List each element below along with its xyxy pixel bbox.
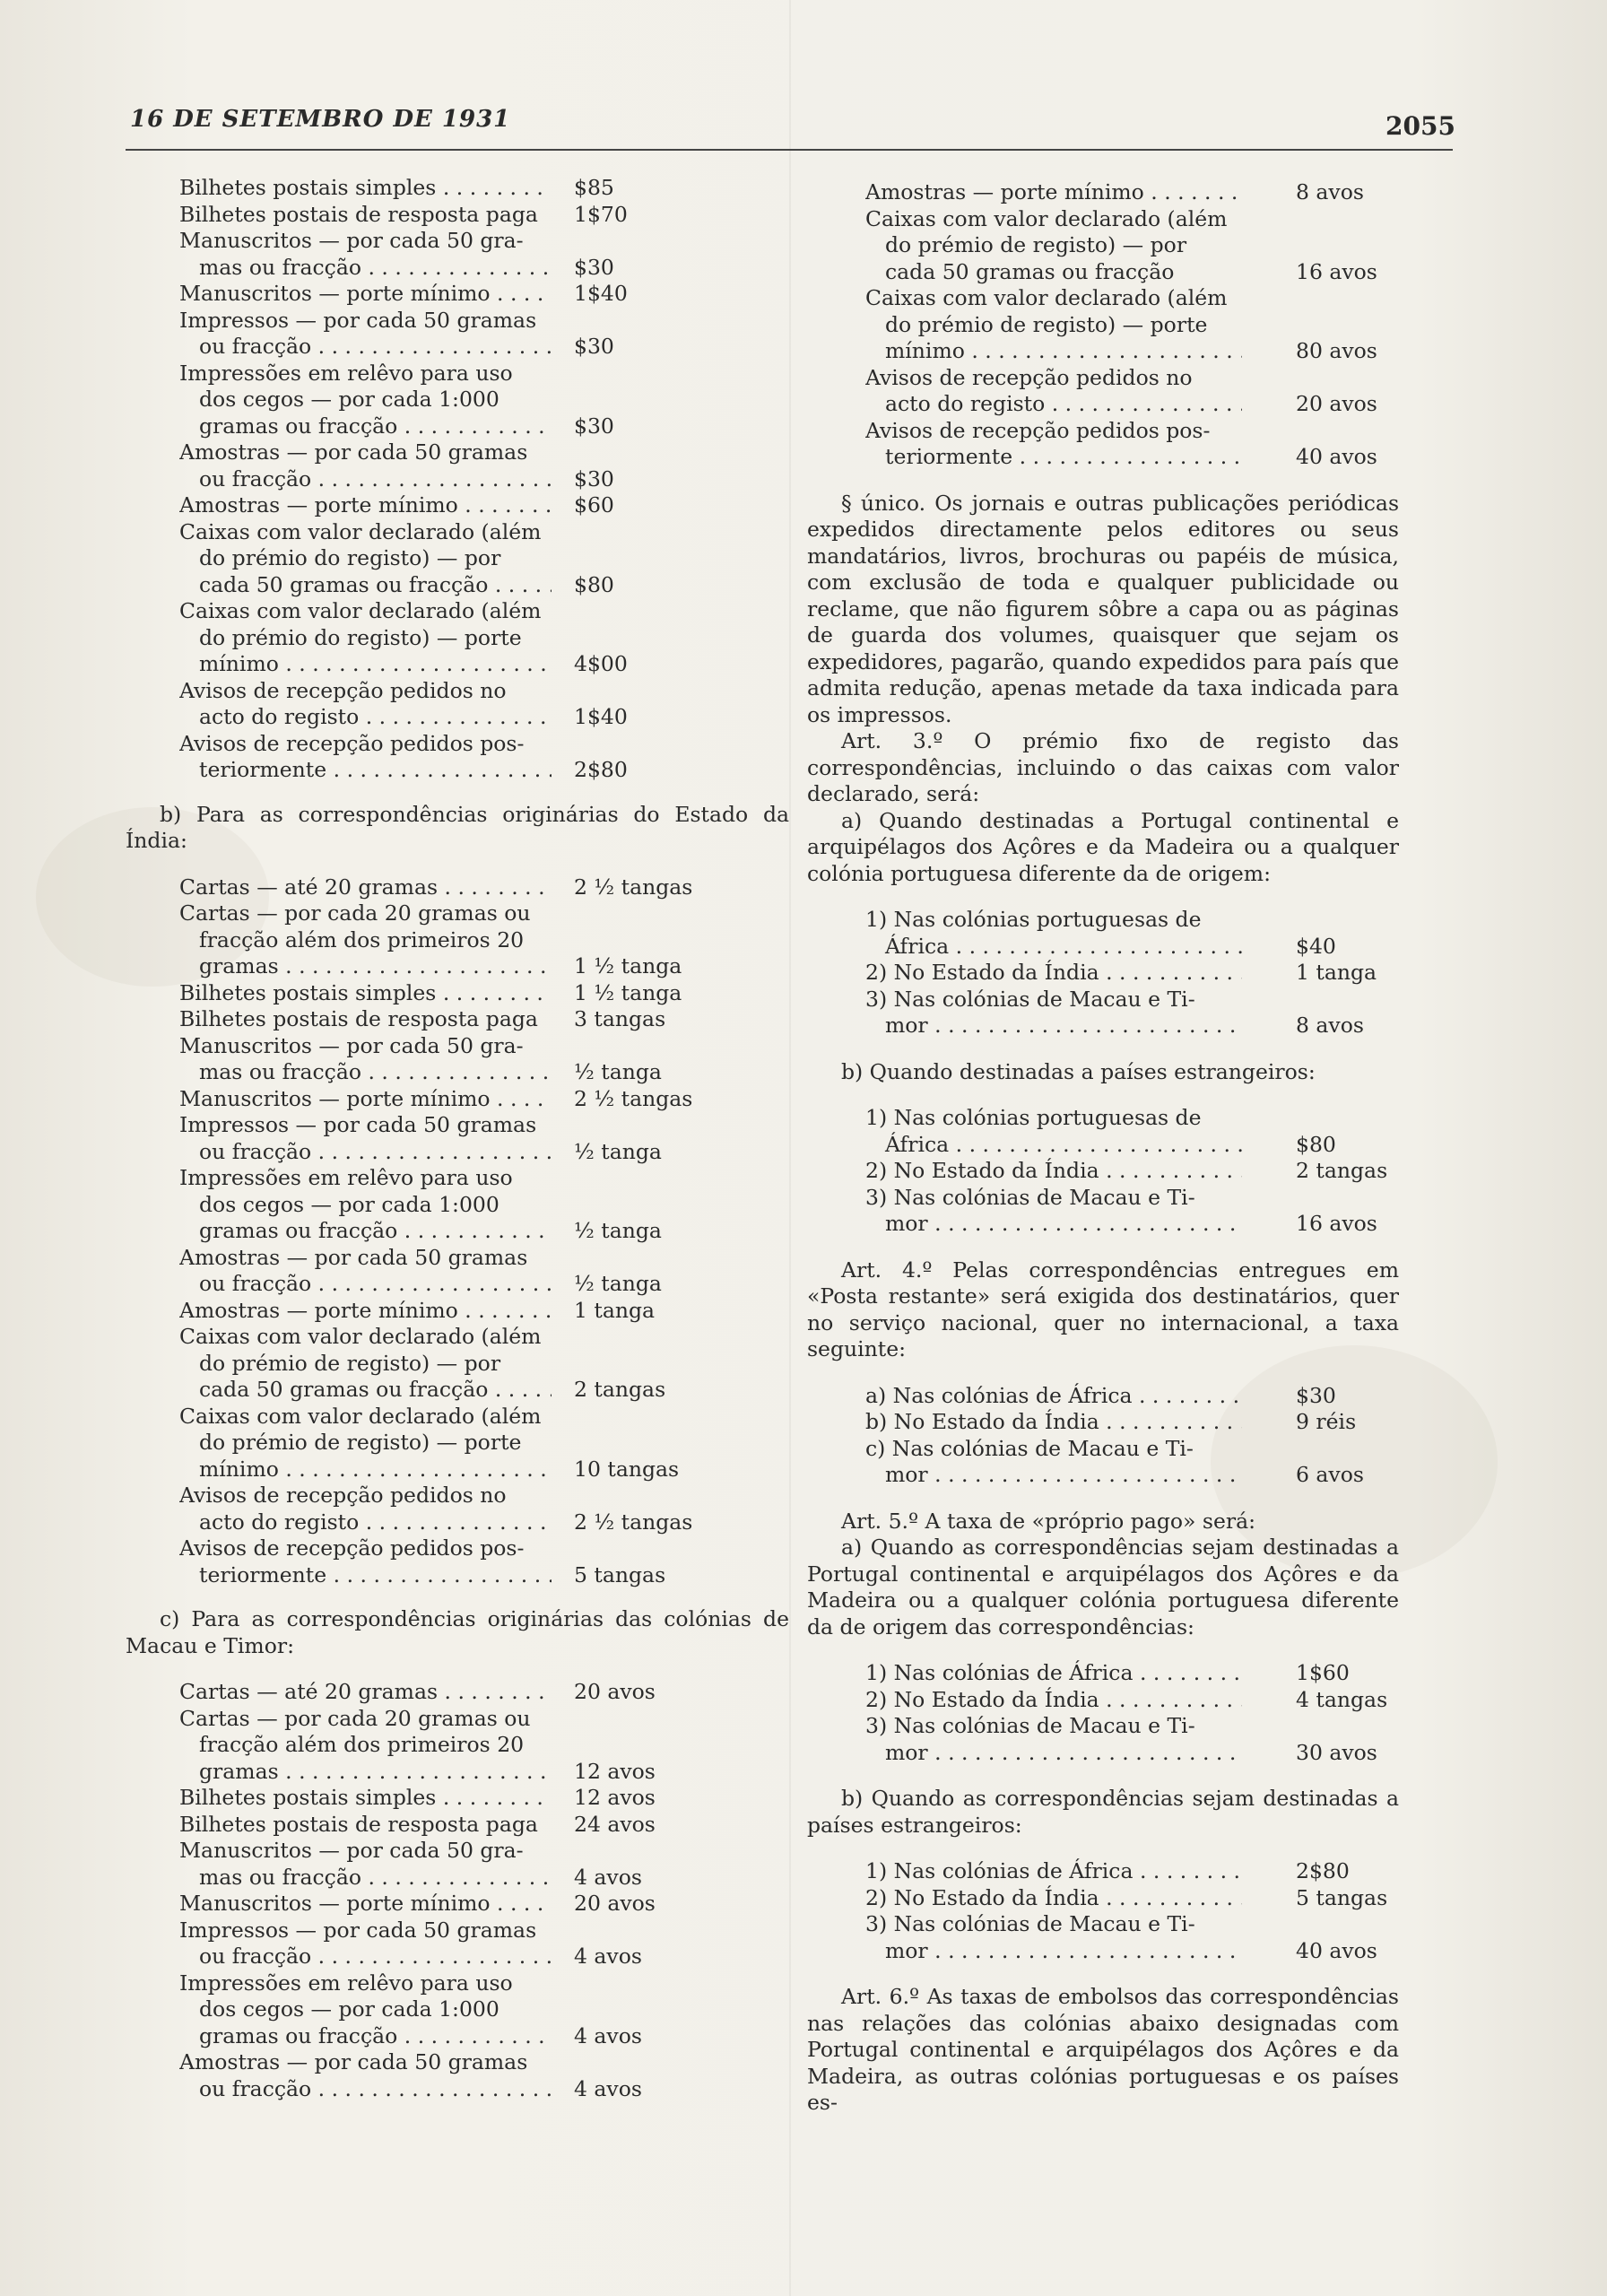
tariff-label [179,2049,552,2102]
tariff-row [179,1891,771,1918]
tariff-label-line: Manuscritos — por cada 50 gra- [179,1032,524,1058]
tariff-row [865,987,1457,1039]
tariff-value: 16 avos [1296,258,1377,284]
tariff-row [179,308,771,361]
tariff-label-line: Caixas com valor declarado (além [865,205,1228,231]
tariff-value: 4 avos [574,1864,642,1890]
tariff-value: $80 [574,571,614,597]
article-6: Art. 6.º As taxas de embolsos das correspondências nas relações das colónias abaixo designadas com Portugal continental e arquipélagos dos Açôres e da Madeira, as outras colónias portuguesas e os países es- [807,1984,1399,2115]
tariff-label-line: 1) Nas colónias portuguesas de [865,907,1202,932]
tariff-row [865,1687,1457,1714]
tariff-label-line: a) Nas colónias de África . . . [865,1383,1242,1410]
tariff-label-line: Caixas com valor declarado (além [179,1324,542,1349]
tariff-value: 4 avos [574,2075,642,2101]
tariff-label-line: mínimo . . . [865,338,1242,365]
page-number: 2055 [1385,111,1455,141]
tariff-label-line: do prémio do registo) — por [199,545,501,570]
tariff-row [179,519,771,599]
registration-fees-b [865,1105,1457,1238]
tariff-label-line: 1) Nas colónias de África . . . [865,1858,1242,1885]
tariff-row [865,1409,1457,1436]
tariff-table-c [179,1679,771,2102]
tariff-label-line: Impressos — por cada 50 gramas [179,1917,537,1943]
tariff-row [179,175,771,202]
header-rule [126,149,1453,151]
tariff-value: ½ tanga [574,1218,662,1243]
tariff-row [865,907,1457,960]
tariff-label [865,1660,1242,1687]
tariff-label-line: 2) No Estado da Índia . . . [865,960,1242,987]
tariff-label [865,960,1242,987]
tariff-value: $85 [574,175,614,200]
tariff-value: 4 avos [574,2022,642,2048]
tariff-label-line: Bilhetes postais simples . . . [179,175,552,202]
tariff-label-line: Manuscritos — porte mínimo . . . [179,1891,552,1918]
paragraph-unico: § único. Os jornais e outras publicações periódicas expedidos directamente pelos editores ou seus mandatários, livros, brochuras ou papéis de música, com exclusão de toda e qualquer publicidade ou reclame, que não figurem sôbre a capa ou as páginas de guarda dos volumes, quaisquer que sejam os expedidores, pagarão, quando expedidos para país que admita redução, apenas metade da taxa indicada para os impressos. [807,490,1399,727]
tariff-value: 2 tangas [574,1377,666,1402]
tariff-value: 3 tangas [574,1006,666,1031]
tariff-label [865,1687,1242,1714]
tariff-row [865,1713,1457,1766]
tariff-label-line: 3) Nas colónias de Macau e Ti- [865,1911,1195,1936]
tariff-label-line: mas ou fracção . . . [179,255,552,282]
tariff-label-line: mor . . . [865,1938,1242,1965]
tariff-label-line: 3) Nas colónias de Macau e Ti- [865,1184,1195,1210]
tariff-value: 24 avos [574,1811,656,1837]
tariff-value: 10 tangas [574,1456,680,1482]
tariff-label-line: Bilhetes postais de resposta paga [179,201,538,227]
tariff-label-line: Avisos de recepção pedidos pos- [865,417,1211,443]
tariff-label [865,365,1242,418]
tariff-value: 2$80 [574,757,628,782]
tariff-label [179,1324,552,1404]
tariff-label [179,228,552,281]
tariff-row [865,206,1457,286]
tariff-row [179,281,771,308]
tariff-label [179,980,552,1007]
tariff-row [865,1185,1457,1238]
tariff-label [179,361,552,440]
article-5-b: b) Quando as correspondências sejam destinadas a países estrangeiros: [807,1786,1399,1838]
tariff-label [179,1298,552,1325]
tariff-label [179,1245,552,1298]
section-c-heading: c) Para as correspondências originárias das colónias de Macau e Timor: [126,1606,789,1658]
tariff-label-line: cada 50 gramas ou fracção . . . [179,572,552,599]
tariff-label-line: 1) Nas colónias portuguesas de [865,1105,1202,1130]
tariff-label-line: Avisos de recepção pedidos no [179,677,507,703]
tariff-value: 1 ½ tanga [574,979,682,1005]
tariff-label-line: Caixas com valor declarado (além [179,518,542,544]
express-fees-a [865,1660,1457,1766]
tariff-label-line: Manuscritos — por cada 50 gra- [179,228,524,253]
tariff-value: 1$40 [574,704,628,729]
tariff-value: 5 tangas [1296,1884,1388,1910]
tariff-value: 5 tangas [574,1561,666,1587]
tariff-label-line: Impressos — por cada 50 gramas [179,307,537,333]
tariff-row [179,1785,771,1812]
article-3-a: a) Quando destinadas a Portugal continental e arquipélagos dos Açôres e da Madeira ou a qualquer colónia portuguesa diferente da de origem: [807,807,1399,886]
tariff-label [865,987,1242,1039]
tariff-label [179,308,552,361]
tariff-label-line: do prémio de registo) — porte [199,1430,522,1455]
tariff-label-line: mor . . . [865,1013,1242,1039]
tariff-label-line: fracção além dos primeiros 20 [199,926,525,952]
tariff-label [865,206,1242,286]
registration-fees-a [865,907,1457,1039]
tariff-label [179,1785,552,1812]
tariff-value: 2$80 [1296,1858,1350,1883]
tariff-row [179,439,771,492]
tariff-value: 2 ½ tangas [574,874,693,900]
tariff-row [179,678,771,731]
tariff-row [865,1660,1457,1687]
tariff-label-line: mor . . . [865,1462,1242,1489]
tariff-label-line: África . . . [865,934,1242,961]
tariff-label-line: Cartas — por cada 20 gramas ou [179,1705,531,1731]
tariff-value: ½ tanga [574,1138,662,1164]
tariff-label [865,1885,1242,1912]
tariff-label-line: c) Nas colónias de Macau e Ti- [865,1435,1194,1461]
tariff-label [179,492,552,519]
tariff-label-line: ou fracção . . . [179,1271,552,1298]
tariff-row [179,1812,771,1839]
tariff-row [179,1483,771,1535]
tariff-label-line: Manuscritos — porte mínimo . . . [179,1086,552,1113]
tariff-row [865,179,1457,206]
tariff-label [865,907,1242,960]
tariff-label-line: Manuscritos — por cada 50 gra- [179,1838,524,1863]
tariff-row [179,1918,771,1970]
tariff-value: 40 avos [1296,444,1377,469]
tariff-label [179,1033,552,1086]
tariff-label [865,1911,1242,1964]
tariff-label [865,1383,1242,1410]
tariff-value: 1 tanga [1296,960,1377,985]
tariff-label-line: teriormente . . . [865,444,1242,471]
tariff-label [179,900,552,980]
article-5: Art. 5.º A taxa de «próprio pago» será: [841,1508,1256,1534]
tariff-label [179,1838,552,1891]
tariff-label-line: Impressões em relêvo para uso [179,1165,513,1190]
tariff-value: ½ tanga [574,1059,662,1084]
tariff-label-line: gramas . . . [179,1759,552,1786]
tariff-label-line: gramas . . . [179,953,552,980]
article-5-a: a) Quando as correspondências sejam destinadas a Portugal continental e arquipélagos dos Açôres e da Madeira ou a qualquer colónia portuguesa diferente da de origem das correspondências: [807,1535,1399,1639]
tariff-value: 40 avos [1296,1937,1377,1963]
tariff-label-line: teriormente . . . [179,1562,552,1589]
tariff-label-line: do prémio de registo) — por [199,1350,501,1376]
tariff-row [179,1112,771,1165]
header-date: 16 DE SETEMBRO DE 1931 [130,106,511,133]
tariff-label-line: gramas ou fracção . . . [179,413,552,440]
tariff-value: $80 [1296,1131,1336,1157]
tariff-row [865,1105,1457,1158]
tariff-value: 16 avos [1296,1211,1377,1236]
tariff-value: $30 [574,334,614,359]
tariff-row [865,418,1457,471]
tariff-table-a [179,175,771,784]
tariff-label [179,202,552,229]
tariff-label-line: 1) Nas colónias de África . . . [865,1660,1242,1687]
tariff-value: 2 tangas [1296,1158,1388,1183]
tariff-row [179,1324,771,1404]
tariff-value: 1 tanga [574,1297,656,1323]
tariff-label-line: 3) Nas colónias de Macau e Ti- [865,986,1195,1012]
tariff-row [865,960,1457,987]
tariff-value: 12 avos [574,1758,656,1784]
tariff-label-line: mas ou fracção . . . [179,1059,552,1086]
tariff-label-line: mor . . . [865,1740,1242,1767]
tariff-label-line: acto do registo . . . [179,1509,552,1536]
right-column [807,179,1457,2117]
tariff-row [179,1006,771,1033]
tariff-row [179,731,771,784]
tariff-value: 8 avos [1296,179,1364,204]
tariff-label [179,1679,552,1706]
tariff-value: 20 avos [574,1891,656,1916]
tariff-value: ½ tanga [574,1271,662,1296]
tariff-label-line: ou fracção . . . [179,466,552,493]
tariff-value: 2 ½ tangas [574,1509,693,1535]
tariff-label-line: Bilhetes postais de resposta paga [179,1811,538,1837]
tariff-value: 20 avos [574,1679,656,1704]
tariff-row [179,1033,771,1086]
tariff-label-line: Amostras — porte mínimo . . . [179,492,552,519]
tariff-label [179,1483,552,1535]
tariff-label [179,1165,552,1245]
tariff-label-line: acto do registo . . . [179,704,552,731]
tariff-value: 1$60 [1296,1660,1350,1685]
tariff-value: 12 avos [574,1785,656,1810]
article-3: Art. 3.º O prémio fixo de registo das correspondências, incluindo o das caixas com valor declarado, será: [807,728,1399,806]
poste-restante-fees [865,1383,1457,1489]
tariff-label [179,1706,552,1786]
tariff-label [179,731,552,784]
tariff-label-line: 2) No Estado da Índia . . . [865,1885,1242,1912]
tariff-row [865,1158,1457,1185]
tariff-label [179,1891,552,1918]
tariff-label [865,1158,1242,1185]
tariff-label-line: Cartas — por cada 20 gramas ou [179,900,531,926]
tariff-label-line: Impressos — por cada 50 gramas [179,1112,537,1137]
tariff-table-c-continued [865,179,1457,471]
tariff-label-line: Impressões em relêvo para uso [179,1970,513,1996]
tariff-label [179,175,552,202]
tariff-row [179,361,771,440]
tariff-label-line: Amostras — porte mínimo . . . [179,1298,552,1325]
article-4: Art. 4.º Pelas correspondências entregues em «Posta restante» será exigida dos destinatários, quer no serviço nacional, quer no internacional, a taxa seguinte: [807,1257,1399,1361]
tariff-label-line: mas ou fracção . . . [179,1865,552,1892]
tariff-label-line: 2) No Estado da Índia . . . [865,1687,1242,1714]
tariff-label [865,418,1242,471]
tariff-label-line: gramas ou fracção . . . [179,1218,552,1245]
tariff-label-line: Avisos de recepção pedidos no [179,1483,507,1508]
tariff-label [865,1105,1242,1158]
tariff-row [179,228,771,281]
tariff-label-line: fracção além dos primeiros 20 [199,1732,525,1757]
tariff-label-line: mínimo . . . [179,651,552,678]
tariff-value: 1$40 [574,281,628,306]
page-fold [789,0,791,2296]
tariff-label [179,1006,552,1033]
tariff-value: $40 [1296,933,1336,959]
tariff-row [179,1165,771,1245]
tariff-label [179,1112,552,1165]
tariff-label-line: teriormente . . . [179,757,552,784]
tariff-label-line: Caixas com valor declarado (além [179,1403,542,1429]
tariff-label-line: ou fracção . . . [179,334,552,361]
tariff-label [179,1404,552,1483]
tariff-value: 20 avos [1296,391,1377,416]
tariff-label-line: Amostras — por cada 50 gramas [179,2049,528,2074]
tariff-label [865,179,1242,206]
tariff-label-line: Amostras — por cada 50 gramas [179,439,528,465]
tariff-row [865,1436,1457,1489]
tariff-value: 9 réis [1296,1409,1357,1434]
tariff-label-line: mor . . . [865,1211,1242,1238]
tariff-value: 2 ½ tangas [574,1085,693,1111]
tariff-label-line: Amostras — por cada 50 gramas [179,1244,528,1270]
tariff-label-line: Bilhetes postais simples . . . [179,1785,552,1812]
tariff-value: $30 [574,465,614,491]
tariff-table-b [179,874,771,1589]
tariff-label [865,1409,1242,1436]
tariff-label-line: Manuscritos — porte mínimo . . . [179,281,552,308]
tariff-label [179,1812,552,1839]
tariff-row [179,1298,771,1325]
tariff-row [865,1911,1457,1964]
tariff-row [179,1404,771,1483]
tariff-value: $30 [1296,1382,1336,1408]
tariff-row [179,1838,771,1891]
tariff-label-line: cada 50 gramas ou fracção . . . [179,1377,552,1404]
tariff-label-line: Bilhetes postais de resposta paga [179,1006,538,1031]
tariff-label [179,1970,552,2050]
tariff-row [179,1970,771,2050]
tariff-value: $30 [574,413,614,439]
tariff-label-line: gramas ou fracção . . . [179,2023,552,2050]
tariff-label [179,439,552,492]
tariff-label-line: África . . . [865,1132,1242,1159]
tariff-row [179,598,771,678]
tariff-label-line: 2) No Estado da Índia . . . [865,1158,1242,1185]
tariff-value: 4 avos [574,1944,642,1969]
tariff-value: 80 avos [1296,338,1377,363]
tariff-label-line: Cartas — até 20 gramas . . . [179,1679,552,1706]
tariff-label-line: acto do registo . . . [865,391,1242,418]
tariff-row [179,1706,771,1786]
tariff-value: 6 avos [1296,1462,1364,1487]
tariff-label-line: 3) Nas colónias de Macau e Ti- [865,1713,1195,1738]
tariff-label-line: Avisos de recepção pedidos pos- [179,730,525,756]
tariff-row [179,900,771,980]
tariff-value: 1 ½ tanga [574,953,682,978]
article-3-b: b) Quando destinadas a países estrangeiros: [841,1058,1316,1084]
tariff-row [865,285,1457,365]
tariff-value: 8 avos [1296,1013,1364,1038]
tariff-row [179,202,771,229]
tariff-row [179,980,771,1007]
tariff-label-line: dos cegos — por cada 1:000 [199,387,499,412]
tariff-label-line: dos cegos — por cada 1:000 [199,1996,499,2022]
tariff-label [179,1535,552,1588]
tariff-row [865,1885,1457,1912]
tariff-label-line: do prémio de registo) — porte [885,311,1208,337]
tariff-label-line: ou fracção . . . [179,1139,552,1166]
tariff-label-line: Cartas — até 20 gramas . . . [179,874,552,901]
tariff-label [179,1918,552,1970]
tariff-row [179,1086,771,1113]
tariff-label [179,281,552,308]
tariff-label-line: Amostras — porte mínimo . . . [865,179,1242,206]
tariff-label-line: Avisos de recepção pedidos pos- [179,1535,525,1561]
tariff-label-line: b) No Estado da Índia . . . [865,1409,1242,1436]
tariff-label-line: Caixas com valor declarado (além [179,598,542,623]
tariff-label-line: Bilhetes postais simples . . . [179,980,552,1007]
tariff-row [179,1245,771,1298]
express-fees-b [865,1858,1457,1964]
tariff-value: $30 [574,254,614,280]
tariff-label [865,1858,1242,1885]
section-b-heading: b) Para as correspondências originárias do Estado da Índia: [126,801,789,853]
tariff-row [179,1679,771,1706]
tariff-label-line: cada 50 gramas ou fracção [885,258,1175,284]
tariff-label [179,598,552,678]
tariff-value: 4$00 [574,651,628,676]
tariff-label [865,1436,1242,1489]
tariff-label-line: do prémio do registo) — porte [199,624,522,650]
tariff-row [179,874,771,901]
tariff-label-line: do prémio de registo) — por [885,232,1187,257]
tariff-label [865,1713,1242,1766]
tariff-row [179,492,771,519]
tariff-label-line: ou fracção . . . [179,2076,552,2103]
tariff-label [179,678,552,731]
tariff-label [179,874,552,901]
tariff-row [865,1858,1457,1885]
tariff-row [179,2049,771,2102]
tariff-label-line: dos cegos — por cada 1:000 [199,1191,499,1217]
tariff-value: 4 tangas [1296,1686,1388,1712]
tariff-row [865,1383,1457,1410]
tariff-label-line: Impressões em relêvo para uso [179,360,513,386]
tariff-label [179,1086,552,1113]
tariff-label [865,1185,1242,1238]
tariff-value: 1$70 [574,201,628,227]
tariff-label-line: Caixas com valor declarado (além [865,285,1228,310]
tariff-label [865,285,1242,365]
tariff-row [179,1535,771,1588]
tariff-label-line: ou fracção . . . [179,1944,552,1970]
tariff-value: 30 avos [1296,1739,1377,1765]
tariff-row [865,365,1457,418]
tariff-label-line: mínimo . . . [179,1457,552,1483]
left-column [126,175,789,2102]
tariff-label [179,519,552,599]
tariff-label-line: Avisos de recepção pedidos no [865,364,1193,390]
tariff-value: $60 [574,492,614,517]
